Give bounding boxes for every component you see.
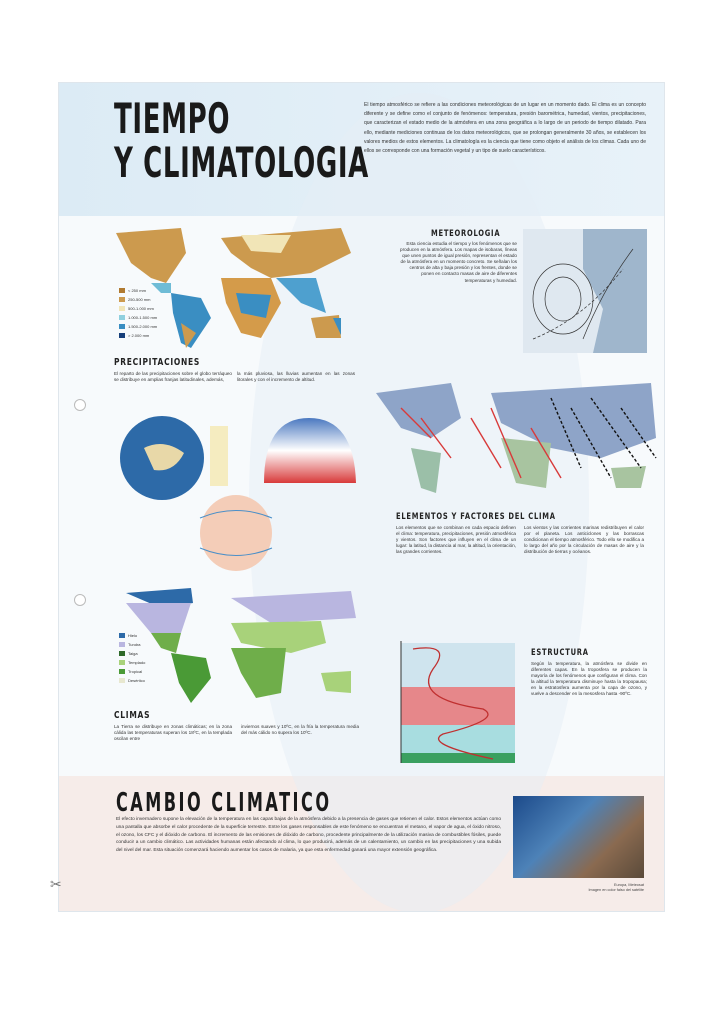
precipitaciones-text-1: El reparto de las precipitaciones sobre el globo terráqueo se distribuye en amplias franjas latitudinales, además, [114,371,232,383]
scissors-icon: ✂ [50,876,62,892]
atmospheric-circulation-diagram [114,408,364,573]
climas-heading: CLIMAS [114,710,151,721]
estructura-text: Según la temperatura, la atmósfera se divide en diferentes capas. En la troposfera se producen la mayoría de los fenómenos que configuran el clima. Con la altitud la temperatura disminuye hasta la tropopausa; en la estratosfera aumenta por la capa de ozono, y vuelve a descender en la mesosfera hasta -90ºC. [531,661,647,697]
meteorologia-heading: METEOROLOGIA [431,229,501,239]
climate-zones-map [121,583,366,703]
elementos-text-1: Los elementos que se combinan en cada espacio definen el clima: temperatura, precipitaciones, presión atmosférica y vientos. Son factores que influyen en el clima de un lugar: la latitud, la distancia al mar, la altitud, la orientación, las grandes corrientes. [396,525,517,555]
satellite-photo [513,796,644,878]
binder-hole [74,594,86,606]
binder-hole [74,399,86,411]
elementos-heading: ELEMENTOS Y FACTORES DEL CLIMA [396,512,556,522]
elementos-text-2: Los vientos y las corrientes marinas redistribuyen el calor por el planeta. Los anticiclones y las borrascas condicionan el tiempo atmosférico. Todo ello se modifica a lo largo del año por la circulación de masas de aire y la distribución de tierras y océanos. [524,525,644,555]
climas-text-2: inviernos suaves y 10ºC, en la fría la temperatura media del más cálido no supera los 10ºC. [241,724,359,736]
poster-sheet [58,82,665,912]
climate-legend: Hielo Tundra Taiga Templado Tropical Desértico [119,631,145,685]
meteorologia-text: Esta ciencia estudia el tiempo y los fenómenos que se producen en la atmósfera. Los mapas de isobaras, líneas que unen puntos de igual presión, representan el estado de la atmósfera en un momento concreto. Se señalan los centros de alta y baja presión y los frentes, donde se ponen en contacto masas de aire de diferentes temperaturas y humedad. [400,241,517,283]
estructura-heading: ESTRUCTURA [531,648,589,658]
precipitaciones-heading: PRECIPITACIONES [114,357,201,368]
precipitaciones-text-2: la más pluviosa, las lluvias aumentan en las zonas litorales y con el incremento de altitud. [237,371,355,383]
page-title: TIEMPO Y CLIMATOLOGIA [114,94,369,187]
cambio-climatico-heading: CAMBIO CLIMATICO [116,788,332,818]
climas-text-1: La Tierra se distribuye en zonas climáticas; en la zona cálida las temperaturas superan los 18ºC, en la templada oscilan entre [114,724,232,742]
photo-caption: Europa, Meteosat Imagen en color falso del satélite [588,883,644,892]
isobar-weather-map [523,229,647,353]
wind-currents-map [371,378,661,503]
intro-text: El tiempo atmosférico se refiere a las condiciones meteorológicas de un lugar en un momento dado. El clima es un concepto diferente y se define como el conjunto de fenómenos: temperatura, presión barométrica, humedad, vientos, precipitaciones, que caracterizan el estado medio de la atmósfera en una zona geográfica a lo largo de un periodo de tiempo dilatado. Para ello, mediante mediciones continuas de los datos meteorológicos, que se prolongan generalmente 30 años, se establecen los valores medios de estos elementos. La climatología es la ciencia que tiene como objeto el análisis de los climas. Cada uno de ellos se corresponde con una formación vegetal y un tipo de suelo característicos. [364,102,646,155]
cambio-climatico-text: El efecto invernadero supone la elevación de la temperatura en las capas bajas de la atmósfera debido a la presencia de gases que retienen el calor. Estos elementos actúan como una pantalla que absorbe el calor procedente de la superficie terrestre. Entre los gases responsables de este fenómeno se encuentran el metano, el vapor de agua, el óxido nitroso, el ozono, los CFC y el dióxido de carbono. El incremento de las emisiones de dióxido de carbono, procedente principalmente de la utilización masiva de combustibles fósiles, puede conducir a un cambio climático. Las actividades humanas están afectando al clima, lo que producirá, además de un calentamiento, un cambio en las precipitaciones y una subida del nivel del mar. Esta situación comenzará haciendo aumentar los casos de malaria, ya que esta enfermedad ganará una mayor extensión geográfica. [116,817,501,854]
precipitation-legend: < 250 mm 250-500 mm 500-1.000 mm 1.000-1.500 mm 1.500-2.000 mm > 2.000 mm [119,286,157,340]
atmosphere-structure-chart [393,639,517,765]
